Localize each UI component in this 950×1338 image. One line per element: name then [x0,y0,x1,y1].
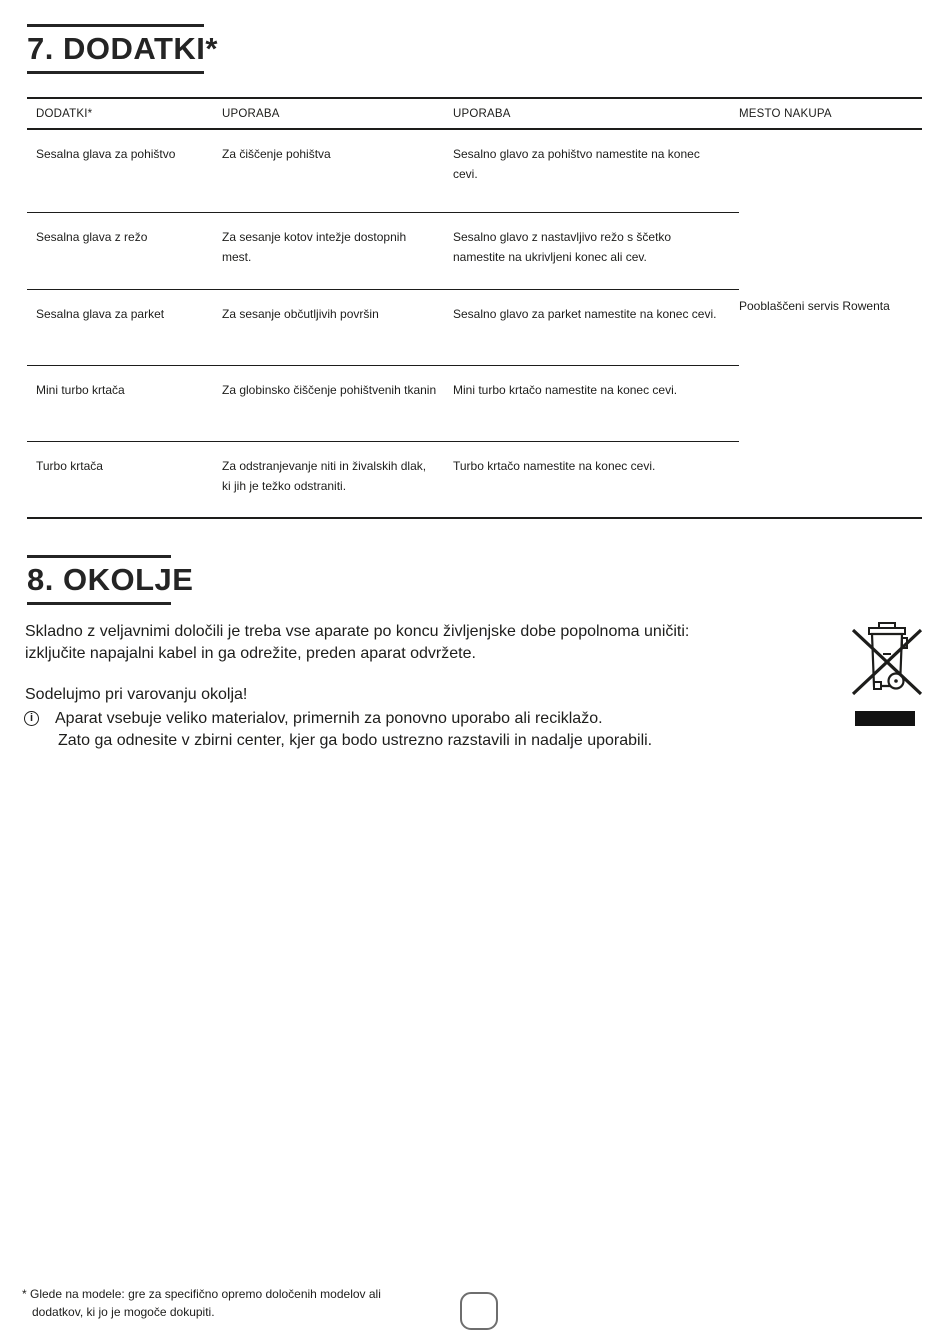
table-cell-accessory: Mini turbo krtača [27,366,222,442]
table-cell-install: Sesalno glavo za pohištvo namestite na konec cevi. [453,130,739,213]
heading-rule-bottom [27,602,171,605]
table-cell-accessory: Sesalna glava z režo [27,213,222,290]
environment-paragraph-line-2: izključite napajalni kabel in ga odrežite, preden aparat odvržete. [25,645,476,662]
col-header-mesto-nakupa: MESTO NAKUPA [739,107,832,120]
recycling-note-line-2: Zato ga odnesite v zbirni center, kjer ga bodo ustrezno razstavili in nadalje uporabili. [58,732,653,749]
table-cell-accessory: Sesalna glava za parket [27,290,222,366]
environment-paragraph [25,621,689,665]
weee-crossed-bin-icon [852,620,922,726]
table-cell-accessory: Sesalna glava za pohištvo [27,130,222,213]
table-cell-purchase-place: Pooblaščeni servis Rowenta [739,298,890,313]
table-cell-use: Za odstranjevanje niti in živalskih dlak, ki jih je težko odstraniti. [222,459,427,493]
table-cell-install: Sesalno glavo z nastavljivo režo s ščetko namestite na ukrivljeni konec ali cev. [453,213,739,290]
table-cell-install: Turbo krtačo namestite na konec cevi. [453,459,656,473]
weee-black-bar [855,711,915,726]
section-7-heading [27,24,218,74]
rounded-square-icon [460,1292,498,1330]
col-header-uporaba-1: UPORABA [222,107,280,120]
heading-rule-bottom [27,71,204,74]
accessories-table-body [27,130,922,517]
recycling-note-line-1: Aparat vsebuje veliko materialov, primernih za ponovno uporabo ali reciklažo. [55,710,603,727]
section-8-title: 8. OKOLJE [27,562,194,597]
footnote-line-2: dodatkov, ki jo je mogoče dokupiti. [32,1305,215,1319]
table-cell-accessory: Turbo krtača [36,459,103,473]
environment-paragraph-line-1: Skladno z veljavnimi določili je treba vse aparate po koncu življenjske dobe popolnoma uničiti: [25,623,690,640]
section-8-heading [27,555,193,605]
col-header-uporaba-2: UPORABA [453,107,511,120]
table-cell-install: Sesalno glavo za parket namestite na konec cevi. [453,290,739,366]
footnote [22,1285,381,1321]
environment-intro: Sodelujmo pri varovanju okolja! [25,686,248,703]
table-cell-install: Mini turbo krtačo namestite na konec cevi. [453,366,739,442]
table-cell-use: Za sesanje občutljivih površin [222,290,453,366]
footnote-line-1: * Glede na modele: gre za specifično opremo določenih modelov ali [22,1287,381,1301]
table-cell-use: Za sesanje kotov intežje dostopnih mest. [222,213,453,290]
accessories-table-header-row [27,99,922,130]
info-circle-icon: i [24,711,39,726]
table-cell-use: Za čiščenje pohištva [222,130,453,213]
table-cell-use: Za globinsko čiščenje pohištvenih tkanin [222,366,453,442]
accessories-table [27,97,922,519]
section-7-title: 7. DODATKI* [27,31,218,66]
col-header-dodatki: DODATKI* [36,107,93,120]
